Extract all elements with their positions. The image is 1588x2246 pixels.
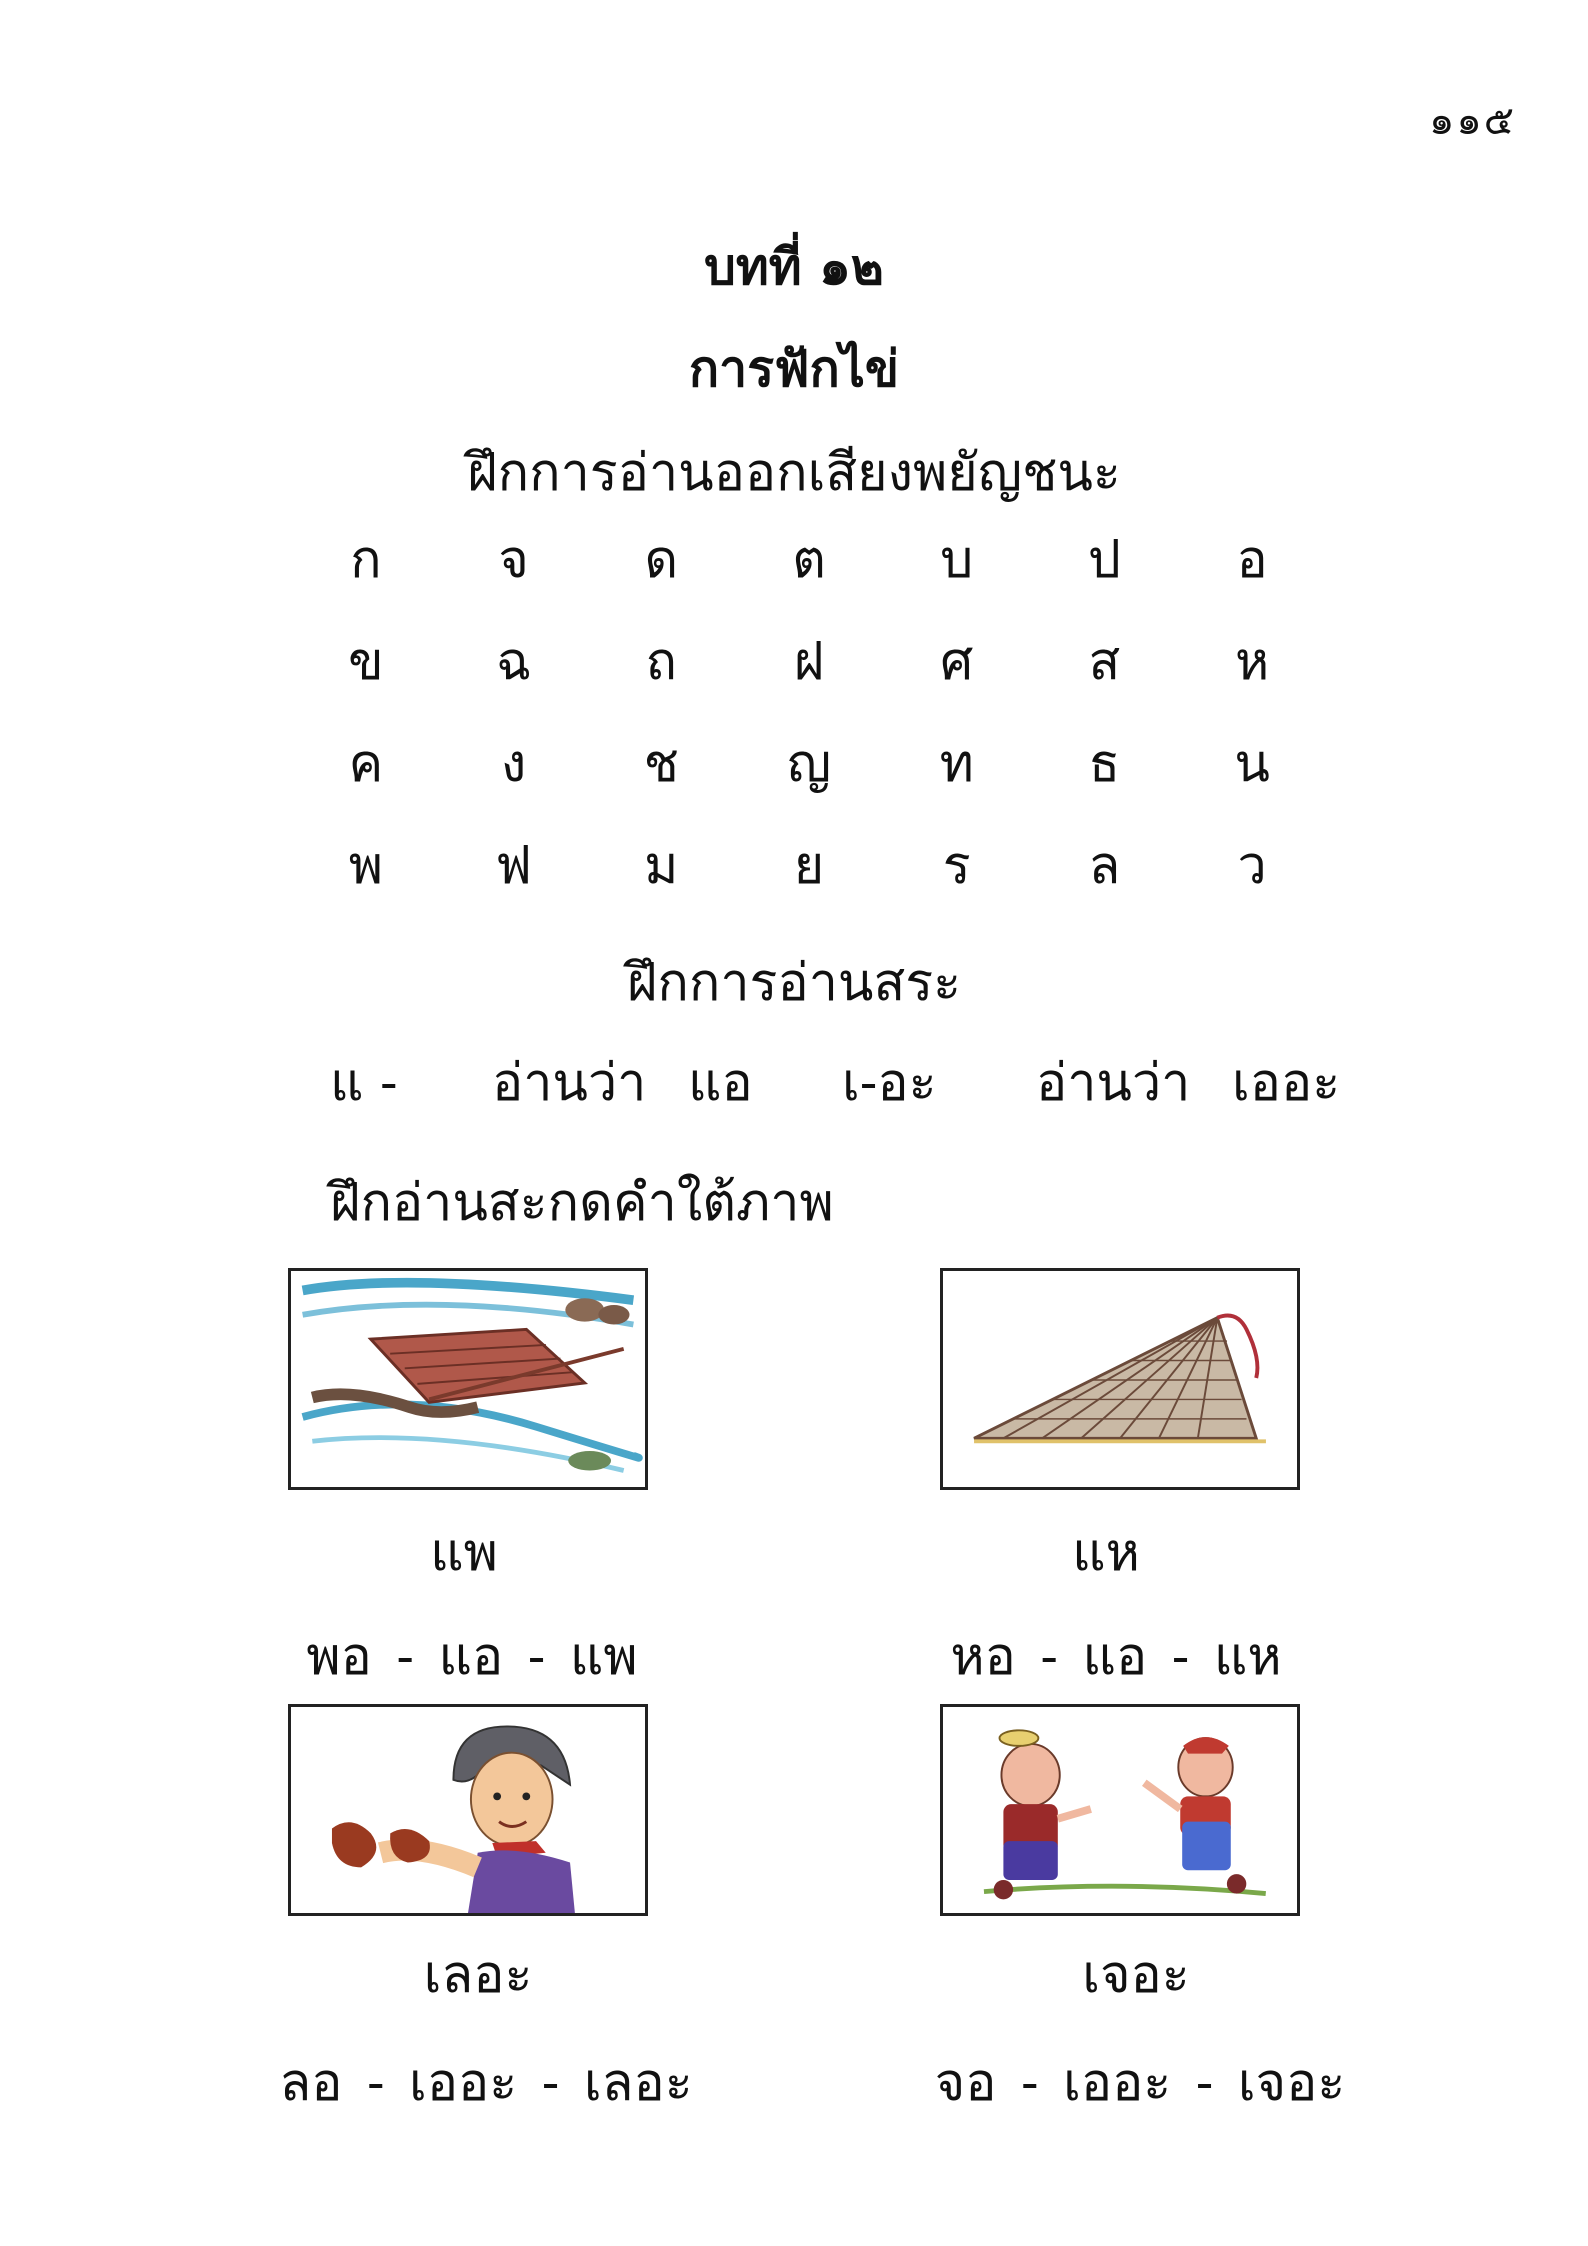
consonant-section-heading: ฝึกการอ่านออกเสียงพยัญชนะ xyxy=(467,443,1121,503)
consonant-letter: ฉ xyxy=(495,632,532,692)
consonant-letter: ฝ xyxy=(793,632,825,692)
two-pigs-illustration xyxy=(943,1707,1297,1913)
cast-net-picture xyxy=(940,1268,1300,1490)
lesson-subtitle: การฟักไข่ xyxy=(688,339,900,398)
consonant-letter: ป xyxy=(1087,530,1121,590)
vowel-section-heading: ฝึกการอ่านสระ xyxy=(626,953,962,1013)
consonant-letter: ว xyxy=(1237,836,1267,896)
consonant-letter: ล xyxy=(1088,836,1121,896)
consonant-letter: ช xyxy=(643,734,679,794)
word-label: เลอะ xyxy=(423,1945,533,2005)
spelling-line: หอ - แอ - แห xyxy=(950,1627,1282,1687)
consonant-letter: จ xyxy=(498,530,529,590)
consonant-letter: ข xyxy=(348,632,384,692)
consonant-letter: ก xyxy=(350,530,382,590)
consonant-letter: อ xyxy=(1236,530,1268,590)
vowel-symbol: เ-อะ xyxy=(842,1053,937,1113)
mud-hands-picture xyxy=(288,1704,648,1916)
word-label: เจอะ xyxy=(1082,1945,1190,2005)
consonant-letter: ร xyxy=(942,836,971,896)
reads-as-label: อ่านว่า xyxy=(1036,1053,1191,1113)
consonant-letter: ต xyxy=(792,530,826,590)
consonant-letter: ห xyxy=(1234,632,1270,692)
consonant-letter: ค xyxy=(348,734,384,794)
consonant-letter: ธ xyxy=(1088,734,1121,794)
consonant-letter: ญ xyxy=(786,734,832,794)
two-pigs-picture xyxy=(940,1704,1300,1916)
word-label: แพ xyxy=(430,1523,498,1583)
vowel-name: แอ xyxy=(688,1053,753,1113)
consonant-letter: ฟ xyxy=(495,836,532,896)
lesson-title: บทที่ ๑๒ xyxy=(704,237,884,296)
vowel-name: เออะ xyxy=(1232,1053,1341,1113)
word-label: แห xyxy=(1072,1523,1140,1583)
consonant-letter: พ xyxy=(348,836,383,896)
consonant-letter: ม xyxy=(644,836,679,896)
cast-net-illustration xyxy=(943,1271,1297,1487)
consonant-grid xyxy=(292,528,1326,898)
consonant-letter: ง xyxy=(500,734,527,794)
consonant-letter: ส xyxy=(1088,632,1121,692)
reads-as-label: อ่านว่า xyxy=(492,1053,647,1113)
consonant-letter: บ xyxy=(940,530,974,590)
spelling-line: ลอ - เออะ - เลอะ xyxy=(279,2053,693,2113)
consonant-letter: ท xyxy=(939,734,974,794)
consonant-letter: ด xyxy=(644,530,679,590)
mud-hands-illustration xyxy=(291,1707,645,1913)
consonant-letter: ถ xyxy=(645,632,678,692)
vowel-symbol: แ - xyxy=(330,1053,398,1113)
raft-illustration xyxy=(291,1271,645,1487)
spelling-line: จอ - เออะ - เจอะ xyxy=(934,2053,1346,2113)
consonant-letter: ศ xyxy=(940,632,974,692)
page-number: ๑๑๕ xyxy=(1428,98,1516,144)
spelling-line: พอ - แอ - แพ xyxy=(306,1627,638,1687)
raft-picture xyxy=(288,1268,648,1490)
spelling-section-heading: ฝึกอ่านสะกดคำใต้ภาพ xyxy=(330,1173,834,1233)
consonant-letter: ย xyxy=(793,836,825,896)
consonant-letter: น xyxy=(1234,734,1270,794)
